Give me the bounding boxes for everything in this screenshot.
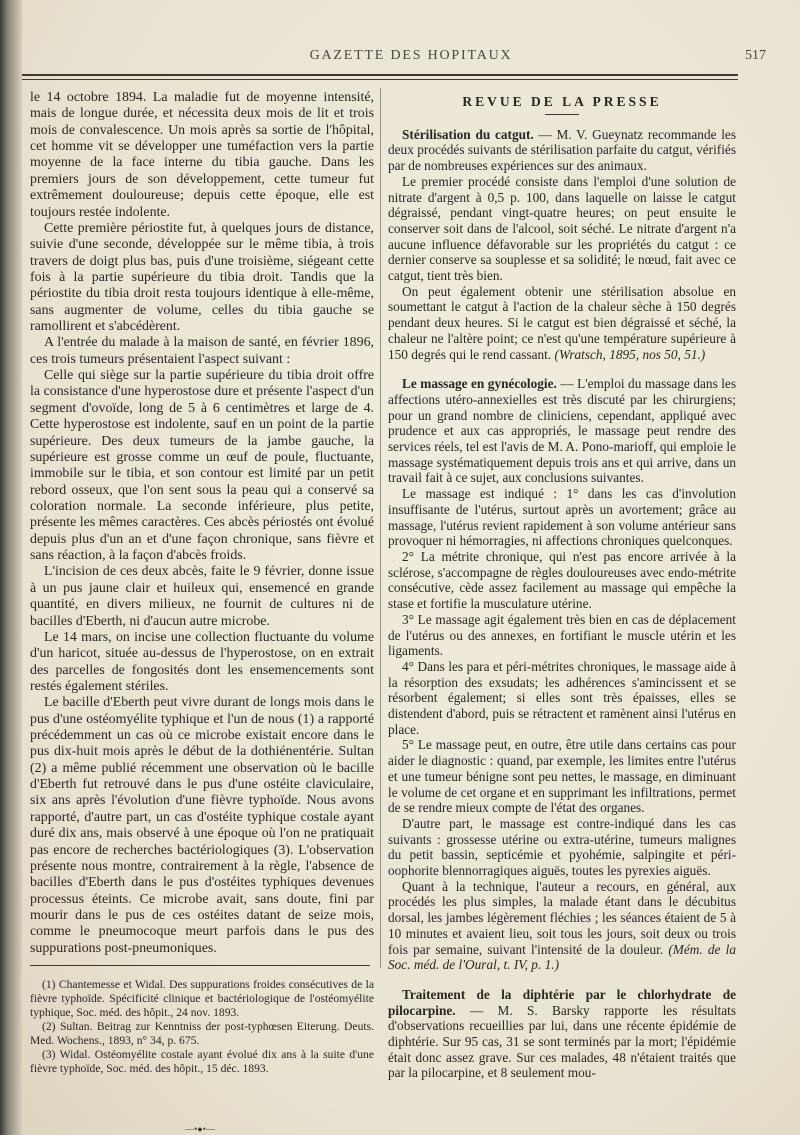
paragraph-text: Quant à la technique, l'auteur a recours, en général, aux procédés les plus simples, la malade étant dans le décubitus dorsal, les jambes légèrement fléchies ; les séances étaient de 5 à 10 minutes et avaient lieu, soit tous les jours, soit deux ou trois fois par semaine, suivant l'intensité de la douleur. xyxy=(388,878,736,957)
footnote: (3) Widal. Ostéomyélite costale ayant évolué dix ans à la suite d'une fièvre typhoïde, Soc. méd. des hôpit., 15 déc. 1893. xyxy=(30,1048,374,1075)
article-diphtheria xyxy=(388,987,736,1081)
paragraph xyxy=(388,879,736,973)
paragraph xyxy=(388,284,736,363)
paragraph: Le premier procédé consiste dans l'emploi d'une solution de nitrate d'argent à 0,5 p. 100, dans laquelle on laisse le catgut dégraissé, pendant vingt-quatre heures; on peut ensuite le conserver soit dans de l'alcool, soit séché. Le nitrate d'argent n'a aucune influence défavorable sur les propriétés du catgut : ce dernier conserve sa souplesse et sa solidité; le nœud, fait avec ce catgut, tient très bien. xyxy=(388,173,736,284)
footnotes xyxy=(30,978,374,1076)
paragraph: 2° La métrite chronique, qui n'est pas encore arrivée à la sclérose, s'accompagne de règles douloureuses avec endo-métrite consécutive, cède assez facilement au massage qui empêche la stase et fortifie la musculature utérine. xyxy=(388,548,736,612)
paragraph: Le massage est indiqué : 1° dans les cas d'involution insuffisante de l'utérus, surtout après un avortement; grâce au massage, l'utérus revient rapidement à son volume antérieur sans provoquer ni hémorragies, ni affections chroniques quelconques. xyxy=(388,486,736,549)
paragraph: 3° Le massage agit également très bien en cas de déplacement de l'utérus ou des annexes, en fortifiant le muscle utérin et les ligaments. xyxy=(388,611,736,659)
section-title: REVUE DE LA PRESSE xyxy=(462,94,662,109)
paragraph: Le 14 mars, on incise une collection fluctuante du volume d'un haricot, située au-dessus de l'hyperostose, on en extrait des parcelles de fongosités dont les ensemencements sont restés également stériles. xyxy=(30,629,374,694)
article-catgut xyxy=(388,127,736,174)
paragraph: Le bacille d'Eberth peut vivre durant de longs mois dans le pus d'une ostéomyélite typhique et l'un de nous (1) a rapporté précédemment un cas où ce microbe existait encore dans le pus dix-huit mois après le début de la dothiénentérie. Sultan (2) a même publié récemment une observation où le bacille d'Eberth fut retrouvé dans le pus d'une ostéite claviculaire, six ans après l'évolution d'une fièvre typhoïde. Nous avons rapporté, d'autre part, un cas d'ostéite typhique costale ayant duré dix ans, mais observé à une époque où l'on ne pratiquait pas encore de recherches bactériologiques (3). L'observation présente nous montre, contrairement à la règle, l'absence de bacilles d'Eberth dans le pus d'ostéites typhiques devenues processus éteints. Ce microbe avait, sans doute, fini par mourir dans le pus de ces ostéites datant de seize mois, comme le pneumocoque meurt parfois dans le pus des suppurations post-pneumoniques. xyxy=(30,695,374,956)
page-number: 517 xyxy=(745,48,766,63)
paragraph: 5° Le massage peut, en outre, être utile dans certains cas pour aider le diagnostic : quand, par exemple, les limites entre l'utérus et une tumeur bénigne sont peu nettes, le massage, en diminuant le volume de cet organe et en supprimant les infiltrations, permet de se rendre mieux compte de l'état des organes. xyxy=(388,737,736,816)
article-lead: — M. S. Barsky rapporte les résultats d'observations recueillies par lui, dans une récente épidémie de diphtérie. Sur 95 cas, 31 se sont terminés par la mort; l'épidémie était donc assez grave. Sur ces malades, 48 n'étaient traités que par la pilocarpine, et 8 seulement mou- xyxy=(388,1002,736,1081)
paragraph: Cette première périostite fut, à quelques jours de distance, suivie d'une seconde, développée sur le même tibia, à trois travers de doigt plus bas, puis d'une troisième, siégeant cette fois à la partie supérieure du tibia droit. Tandis que la périostite du tibia droit resta toujours identique à elle-même, sans augmenter de volume, celles du tibia gauche se ramollirent et s'abcédèrent. xyxy=(30,220,374,335)
article-title: Stérilisation du catgut. xyxy=(402,126,534,142)
article-title: Le massage en gynécologie. xyxy=(402,376,557,392)
journal-title: GAZETTE DES HOPITAUX xyxy=(309,48,513,63)
column-divider xyxy=(380,88,381,968)
left-column xyxy=(30,90,374,957)
article-lead: — L'emploi du massage dans les affections utéro-annexielles est très discuté par les chirurgiens; pour un grand nombre de cliniciens, cependant, appliqué avec prudence et aux cas appropriés, le massage peut rendre des services réels, tel est l'avis de M. A. Pono-marioff, qui emploie le massage systématiquement depuis trois ans et qui arrive, dans un travail fait à ce sujet, aux conclusions suivantes. xyxy=(388,376,736,486)
footnote: (1) Chantemesse et Widal. Des suppurations froides consécutives de la fièvre typhoïde. Spécificité clinique et bactériologique de l'ostéomyélite typhique, Soc. méd. des hôpit., 24 nov. 1893. xyxy=(30,978,374,1019)
paragraph: L'incision de ces deux abcès, faite le 9 février, donne issue à un pus jaune clair et huileux qui, ensemencé en grande quantité, en divers milieux, ne fournit de cultures ni de bacilles d'Eberth, ni d'aucun autre microbe. xyxy=(30,564,374,629)
citation: (Wratsch, 1895, nos 50, 51.) xyxy=(554,346,706,362)
footnote-separator xyxy=(30,965,370,966)
right-column xyxy=(388,90,736,1081)
citation: (Mém. de la Soc. méd. de l'Oural, t. IV, p. 1.) xyxy=(388,941,737,973)
paragraph-text: On peut également obtenir une stérilisation absolue en soumettant le catgut à l'action de la chaleur sèche à 150 degrés pendant deux heures. Si le catgut est bien dégraissé et séché, la chaleur ne l'altère point; ce n'est qu'une température supérieure à 150 degrés qui le rend cassant. xyxy=(388,283,736,362)
article-gap xyxy=(388,362,736,376)
running-head xyxy=(22,48,800,70)
bottom-ornament: —•●•— xyxy=(185,1124,215,1134)
paragraph: 4° Dans les para et péri-métrites chroniques, le massage aide à la résorption des exsudats; les adhérences s'amincissent et se résorbent également; si elles sont très épaisses, elles se distendent d'abord, puis se rétractent et ramènent ainsi l'utérus en place. xyxy=(388,658,736,737)
header-rule xyxy=(22,74,738,76)
header-rule-thin xyxy=(22,79,738,80)
section-rule xyxy=(545,114,579,115)
paragraph: D'autre part, le massage est contre-indiqué dans les cas suivants : grossesse utérine ou extra-utérine, tumeurs malignes du petit bassin, septicémie et pyohémie, salpingite et péri-oophorite blennorragiques aiguës, toutes les pyrexies aiguës. xyxy=(388,815,736,879)
article-lead: — M. V. Gueynatz recommande les deux procédés suivants de stérilisation parfaite du catgut, vérifiés par de nombreuses expériences sur des animaux. xyxy=(388,126,737,174)
paragraph: A l'entrée du malade à la maison de santé, en février 1896, ces trois tumeurs présentaient l'aspect suivant : xyxy=(30,335,374,367)
book-spine-shadow xyxy=(0,0,22,1135)
article-massage xyxy=(388,376,736,486)
footnote: (2) Sultan. Beitrag zur Kenntniss der post-typhœsen Eiterung. Deuts. Med. Wochens., 1893, n° 34, p. 675. xyxy=(30,1020,374,1047)
article-gap xyxy=(388,973,736,987)
paragraph: Celle qui siège sur la partie supérieure du tibia droit offre la consistance d'une hyperostose dure et présente l'aspect d'un segment d'ovoïde, long de 5 à 6 centimètres et large de 4. Cette hyperostose est indolente, sauf en un point de la partie supérieure. Des deux tumeurs de la jambe gauche, la supérieure est grosse comme un œuf de poule, fluctuante, immobile sur le tibia, et son contour est limité par un petit rebord osseux, que l'on sent sous la peau qui a conservé sa coloration normale. La seconde inférieure, plus petite, présente les mêmes caractères. Ces abcès périostés ont évolué depuis plus d'un an et d'une façon chronique, sans fièvre et sans réaction, à la façon d'abcès froids. xyxy=(30,368,374,564)
article-title: Traitement de la diphtérie par le chlorhydrate de pilocarpine. xyxy=(388,986,736,1018)
paragraph: le 14 octobre 1894. La maladie fut de moyenne intensité, mais de longue durée, et nécessita deux mois de lit et trois mois de convalescence. Un mois après sa sortie de l'hôpital, cet homme vit se développer une tuméfaction vers la partie moyenne de la face interne du tibia gauche. Dans les premiers jours de son développement, cette tumeur fut extrêmement douloureuse; depuis cette époque, elle est toujours restée indolente. xyxy=(30,90,374,220)
